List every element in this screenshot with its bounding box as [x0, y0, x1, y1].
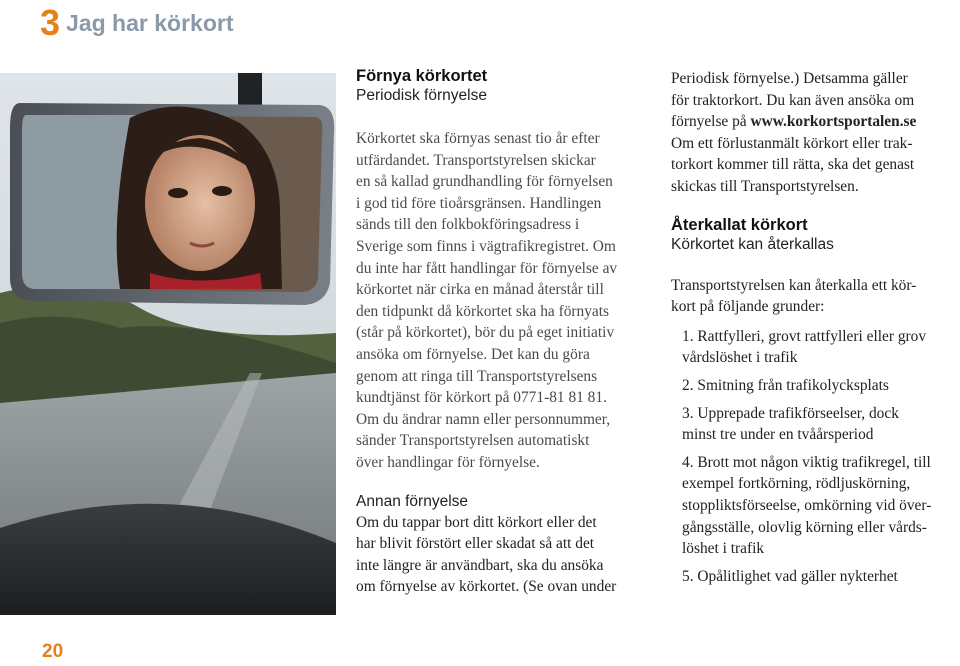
list-item: 5. Opålitlighet vad gäller nykterhet — [682, 567, 898, 585]
list-item: 3. Upprepade trafikförseelser, dock minst tre under en tvåårsperiod — [682, 404, 899, 444]
column-right — [671, 68, 959, 593]
portal-link[interactable]: www.korkortsportalen.se — [750, 113, 917, 131]
subheading-revocation: Körkortet kan återkallas — [671, 235, 834, 253]
subheading-other: Annan förnyelse — [356, 492, 469, 510]
list-item: 4. Brott mot någon viktig trafikregel, till exempel fortkörning, rödljuskörning, stoppliktsförseelse, omkörning vid över- gångsställe, olovlig körning eller vårds- löshet i trafik — [682, 453, 932, 558]
section-heading-renew: Förnya körkortet — [356, 67, 488, 85]
paragraph-continued: Periodisk förnyelse.) Detsamma gäller för traktorkort. Du kan även ansöka om förnyelse på www.korkortsportalen.se Om ett förlustanmält körkort eller trak- torkort kommer till rätta, ska det genast skickas till Transportstyrelsen. — [671, 70, 917, 195]
revocation-list — [671, 326, 959, 588]
list-item: 2. Smitning från trafikolycksplats — [682, 376, 889, 394]
list-item: 1. Rattfylleri, grovt rattfylleri eller grov vårdslöshet i trafik — [682, 327, 927, 367]
paragraph-grounds: Transportstyrelsen kan återkalla ett kör- kort på följande grunder: — [671, 276, 917, 316]
chapter-header — [40, 2, 233, 44]
chapter-number: 3 — [40, 2, 61, 43]
page-number: 20 — [42, 641, 64, 662]
rearview-mirror-photo — [0, 73, 336, 615]
paragraph-periodic: Körkortet ska förnyas senast tio år efter utfärdandet. Transportstyrelsen skickar en så kallad grundhandling för förnyelsen i god tid före tioårsgränsen. Handlingen sänds till den folkbokföringsadress i Sverige som finns i vägtrafikregistret. Om du inte har fått handlingar för förnyelse av körkortet när cirka en månad återstår till den tidpunkt då körkortet ska ha förnyats (står på körkortet), bör du på eget initiativ ansöka om förnyelse. Det kan du göra genom att ringa till Transportstyrelsens kundtjänst för körkort på 0771-81 81 81. Om du ändrar namn eller personnummer, sänder Transportstyrelsen automatiskt över handlingar för förnyelse. — [356, 130, 618, 471]
chapter-title: Jag har körkort — [66, 9, 234, 36]
section-heading-revoked: Återkallat körkort — [671, 215, 808, 234]
subheading-periodic: Periodisk förnyelse — [356, 87, 487, 104]
paragraph-other: Om du tappar bort ditt körkort eller det har blivit förstört eller skadat så att det inte längre är användbart, ska du ansöka om förnyelse av körkortet. (Se ovan under — [356, 513, 617, 596]
column-left — [356, 66, 656, 598]
